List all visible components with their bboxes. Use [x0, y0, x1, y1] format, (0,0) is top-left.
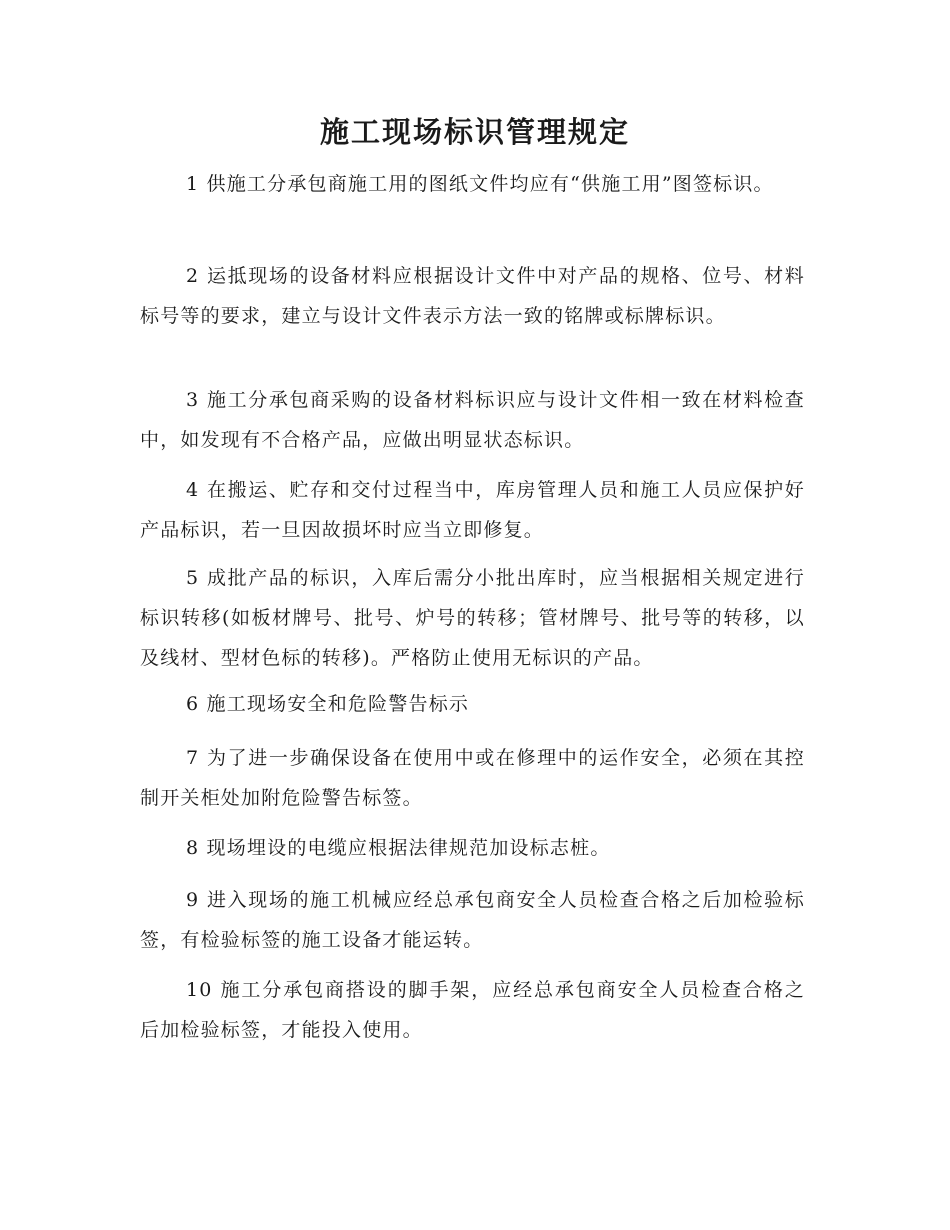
document-title: 施工现场标识管理规定: [319, 115, 630, 149]
paragraph-1: 1 供施工分承包商施工用的图纸文件均应有“供施工用”图签标识。: [186, 173, 774, 195]
paragraph-10: 10 施工分承包商搭设的脚手架，应经总承包商安全人员检查合格之后加检验标签，才能投入使用。: [140, 979, 805, 1041]
paragraph-4: 4 在搬运、贮存和交付过程当中，库房管理人员和施工人员应保护好产品标识，若一旦因故损坏时应当立即修复。: [140, 479, 805, 541]
paragraph-2: 2 运抵现场的设备材料应根据设计文件中对产品的规格、位号、材料标号等的要求，建立与设计文件表示方法一致的铭牌或标牌标识。: [140, 265, 805, 327]
paragraph-9: 9 进入现场的施工机械应经总承包商安全人员检查合格之后加检验标签，有检验标签的施工设备才能运转。: [140, 889, 805, 951]
paragraph-8: 8 现场埋设的电缆应根据法律规范加设标志桩。: [186, 837, 611, 859]
paragraph-3: 3 施工分承包商采购的设备材料标识应与设计文件相一致在材料检查中，如发现有不合格产品，应做出明显状态标识。: [140, 389, 805, 451]
paragraph-6: 6 施工现场安全和危险警告标示: [186, 693, 470, 715]
paragraph-5: 5 成批产品的标识，入库后需分小批出库时，应当根据相关规定进行标识转移(如板材牌号、批号、炉号的转移；管材牌号、批号等的转移，以及线材、型材色标的转移)。严格防止使用无标识的产品。: [140, 567, 805, 669]
paragraph-7: 7 为了进一步确保设备在使用中或在修理中的运作安全，必须在其控制开关柜处加附危险警告标签。: [140, 747, 805, 809]
